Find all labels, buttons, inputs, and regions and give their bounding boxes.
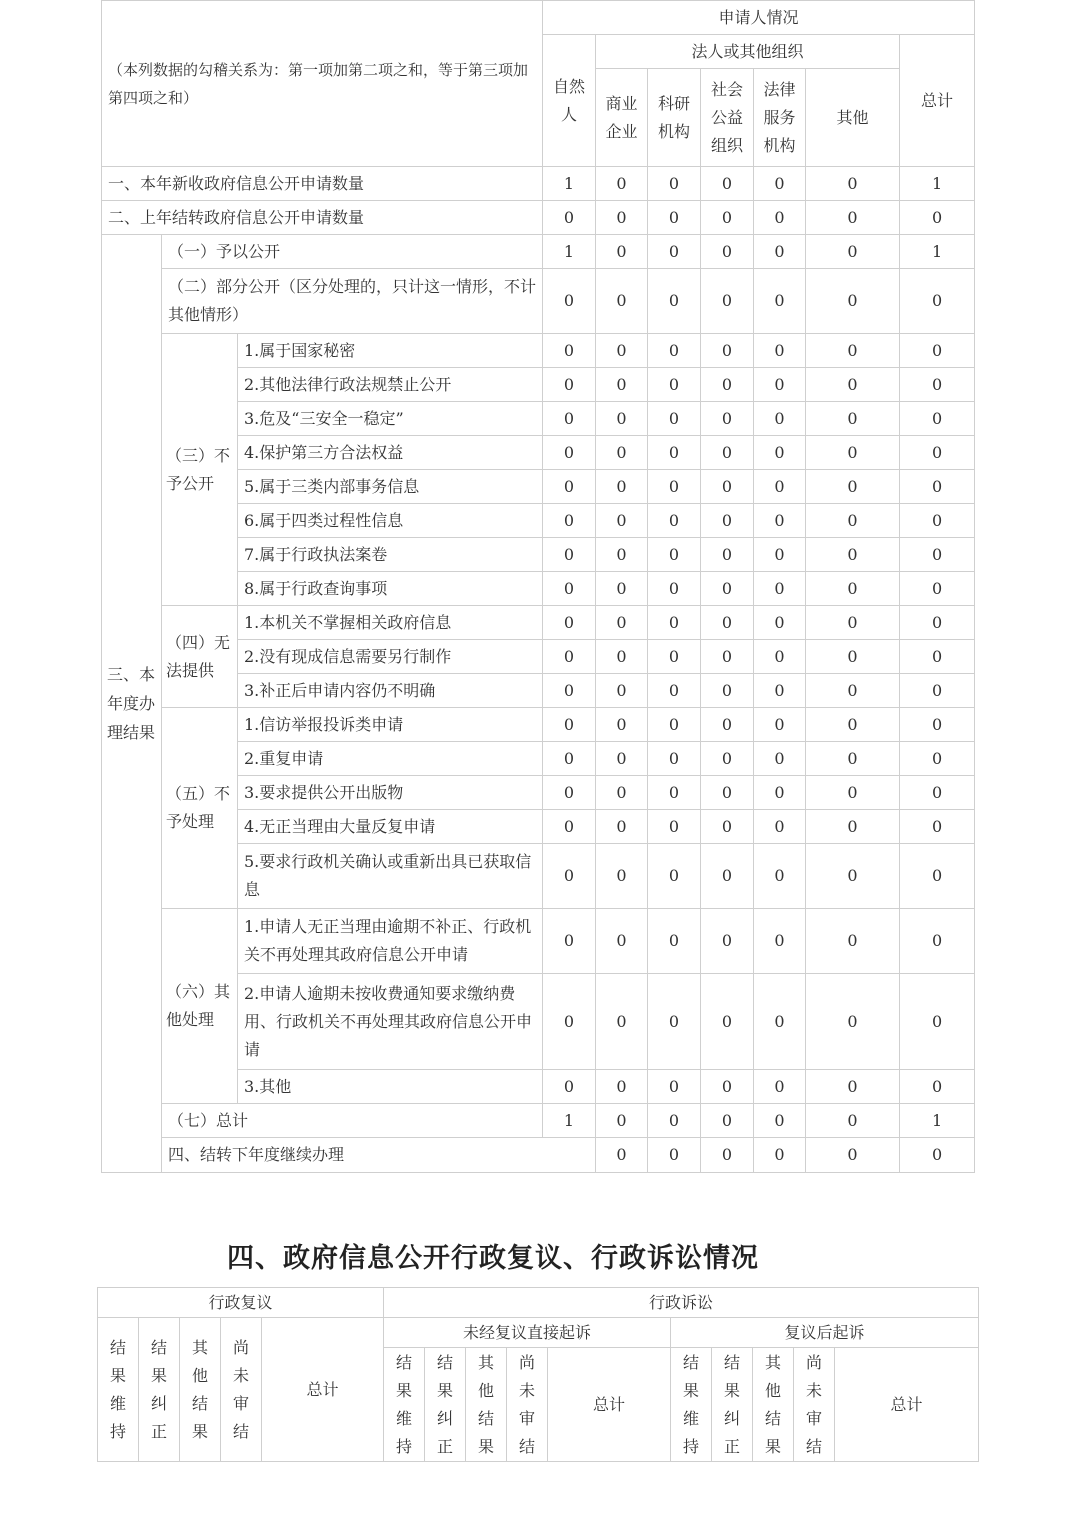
- row-label: 一、本年新收政府信息公开申请数量: [102, 167, 543, 201]
- cell: 0: [701, 368, 754, 402]
- cell: 0: [648, 844, 701, 909]
- cell: 0: [900, 776, 975, 810]
- cell: 0: [596, 1104, 648, 1138]
- cell: 0: [701, 504, 754, 538]
- cell: 0: [596, 844, 648, 909]
- header-applicant: 申请人情况: [543, 1, 975, 35]
- cell: 0: [596, 674, 648, 708]
- review-total: 总计: [262, 1318, 384, 1462]
- cell: 0: [596, 368, 648, 402]
- row-label: 3.补正后申请内容仍不明确: [238, 674, 543, 708]
- cell: 0: [648, 776, 701, 810]
- cell: 0: [900, 368, 975, 402]
- cell: 0: [701, 235, 754, 269]
- cell: 0: [754, 368, 806, 402]
- cell: 0: [543, 640, 596, 674]
- after-maintain: 结果维持: [671, 1348, 712, 1462]
- cell: 0: [701, 538, 754, 572]
- cell: 1: [900, 1104, 975, 1138]
- cell: 0: [900, 572, 975, 606]
- header-social: 社会公益组织: [701, 69, 754, 167]
- cell: 0: [754, 776, 806, 810]
- cell: 0: [900, 742, 975, 776]
- row-label: 2.申请人逾期未按收费通知要求缴纳费用、行政机关不再处理其政府信息公开申请: [238, 974, 543, 1070]
- cell: 0: [648, 368, 701, 402]
- review-pending: 尚未审结: [221, 1318, 262, 1462]
- row-label: 2.其他法律行政法规禁止公开: [238, 368, 543, 402]
- row-label: 1.申请人无正当理由逾期不补正、行政机关不再处理其政府信息公开申请: [238, 909, 543, 974]
- cell: 0: [701, 470, 754, 504]
- cell: 1: [543, 167, 596, 201]
- cell: 0: [648, 402, 701, 436]
- cell: 0: [701, 640, 754, 674]
- cell: 1: [543, 1104, 596, 1138]
- cell: 0: [754, 810, 806, 844]
- cell: 0: [648, 201, 701, 235]
- review-litigation-table: [97, 1287, 979, 1462]
- cell: 0: [754, 504, 806, 538]
- row-label: （一）予以公开: [162, 235, 543, 269]
- cell: 0: [754, 538, 806, 572]
- cell: 0: [806, 504, 900, 538]
- cell: 0: [806, 909, 900, 974]
- cell: 0: [543, 1070, 596, 1104]
- row-label: 1.信访举报投诉类申请: [238, 708, 543, 742]
- cell: 0: [900, 402, 975, 436]
- cell: 0: [754, 708, 806, 742]
- cell: 0: [596, 909, 648, 974]
- cell: 1: [900, 235, 975, 269]
- cell: 0: [806, 201, 900, 235]
- cell: 0: [806, 1070, 900, 1104]
- cell: 0: [900, 640, 975, 674]
- row-label: 二、上年结转政府信息公开申请数量: [102, 201, 543, 235]
- after-total: 总计: [835, 1348, 979, 1462]
- cell: 0: [701, 776, 754, 810]
- cell: 0: [648, 1138, 701, 1173]
- row-label: 1.本机关不掌握相关政府信息: [238, 606, 543, 640]
- header-review: 行政复议: [98, 1288, 384, 1318]
- cell: 0: [596, 974, 648, 1070]
- cell: 0: [648, 167, 701, 201]
- header-note: （本列数据的勾稽关系为：第一项加第二项之和，等于第三项加第四项之和）: [102, 1, 543, 167]
- cell: 0: [900, 674, 975, 708]
- cell: 0: [900, 269, 975, 334]
- cell: 0: [701, 402, 754, 436]
- cell: 0: [806, 1138, 900, 1173]
- header-direct: 未经复议直接起诉: [384, 1318, 671, 1348]
- group3-label: （三）不予公开: [162, 334, 238, 606]
- cell: 0: [596, 235, 648, 269]
- cell: 0: [754, 572, 806, 606]
- cell: 0: [596, 572, 648, 606]
- row-label: 1.属于国家秘密: [238, 334, 543, 368]
- header-after: 复议后起诉: [671, 1318, 979, 1348]
- cell: 0: [596, 708, 648, 742]
- direct-pending: 尚未审结: [507, 1348, 548, 1462]
- table-row: [102, 909, 975, 974]
- cell: 0: [648, 269, 701, 334]
- cell: 0: [754, 1138, 806, 1173]
- section3-label: 三、本年度办理结果: [102, 235, 162, 1173]
- review-correct: 结果纠正: [139, 1318, 180, 1462]
- cell: 0: [806, 538, 900, 572]
- cell: 0: [754, 201, 806, 235]
- cell: 0: [806, 974, 900, 1070]
- cell: 0: [701, 708, 754, 742]
- header-business: 商业企业: [596, 69, 648, 167]
- cell: 0: [596, 269, 648, 334]
- cell: 0: [806, 402, 900, 436]
- row-label: 4.无正当理由大量反复申请: [238, 810, 543, 844]
- cell: 0: [900, 844, 975, 909]
- cell: 1: [543, 235, 596, 269]
- cell: 0: [648, 606, 701, 640]
- cell: 0: [754, 974, 806, 1070]
- cell: 0: [754, 606, 806, 640]
- table-row: [102, 708, 975, 742]
- cell: 0: [900, 470, 975, 504]
- table-row: [102, 1138, 975, 1173]
- cell: 0: [806, 810, 900, 844]
- cell: 0: [900, 504, 975, 538]
- section-title: 四、政府信息公开行政复议、行政诉讼情况: [227, 1243, 759, 1274]
- row-label: 2.没有现成信息需要另行制作: [238, 640, 543, 674]
- header-other: 其他: [806, 69, 900, 167]
- cell: 0: [754, 909, 806, 974]
- cell: 0: [543, 674, 596, 708]
- cell: 0: [543, 606, 596, 640]
- cell: 0: [701, 844, 754, 909]
- row-label: 2.重复申请: [238, 742, 543, 776]
- cell: 0: [596, 606, 648, 640]
- cell: 0: [596, 402, 648, 436]
- cell: 0: [543, 776, 596, 810]
- cell: 0: [806, 368, 900, 402]
- row-label: 3.其他: [238, 1070, 543, 1104]
- cell: 0: [806, 844, 900, 909]
- after-correct: 结果纠正: [712, 1348, 753, 1462]
- cell: 0: [701, 674, 754, 708]
- cell: 0: [648, 572, 701, 606]
- cell: 0: [596, 504, 648, 538]
- cell: 0: [648, 235, 701, 269]
- row-label: 4.保护第三方合法权益: [238, 436, 543, 470]
- after-other: 其他结果: [753, 1348, 794, 1462]
- application-results-table: [101, 0, 975, 1173]
- row-label: 5.属于三类内部事务信息: [238, 470, 543, 504]
- cell: 0: [900, 810, 975, 844]
- header-litigation: 行政诉讼: [384, 1288, 979, 1318]
- cell: 1: [900, 167, 975, 201]
- cell: 0: [648, 810, 701, 844]
- cell: 0: [806, 742, 900, 776]
- cell: 0: [900, 974, 975, 1070]
- table-row: [102, 269, 975, 334]
- cell: 0: [701, 201, 754, 235]
- table-row: [102, 167, 975, 201]
- cell: 0: [900, 708, 975, 742]
- cell: 0: [543, 810, 596, 844]
- cell: 0: [806, 776, 900, 810]
- cell: 0: [754, 640, 806, 674]
- cell: 0: [543, 742, 596, 776]
- cell: 0: [701, 167, 754, 201]
- cell: 0: [701, 1070, 754, 1104]
- after-pending: 尚未审结: [794, 1348, 835, 1462]
- cell: 0: [754, 167, 806, 201]
- cell: 0: [596, 742, 648, 776]
- row-label: 3.要求提供公开出版物: [238, 776, 543, 810]
- cell: 0: [701, 436, 754, 470]
- direct-correct: 结果纠正: [425, 1348, 466, 1462]
- cell: 0: [543, 974, 596, 1070]
- cell: 0: [900, 1138, 975, 1173]
- table-row: [102, 334, 975, 368]
- cell: 0: [806, 470, 900, 504]
- review-maintain: 结果维持: [98, 1318, 139, 1462]
- cell: 0: [596, 436, 648, 470]
- cell: 0: [900, 606, 975, 640]
- cell: 0: [648, 708, 701, 742]
- row-label: 6.属于四类过程性信息: [238, 504, 543, 538]
- cell: 0: [648, 538, 701, 572]
- cell: 0: [806, 269, 900, 334]
- header-org: 法人或其他组织: [596, 35, 900, 69]
- cell: 0: [543, 402, 596, 436]
- cell: 0: [543, 572, 596, 606]
- cell: 0: [701, 909, 754, 974]
- header-total: 总计: [900, 35, 975, 167]
- cell: 0: [648, 674, 701, 708]
- cell: 0: [754, 269, 806, 334]
- row-label: 8.属于行政查询事项: [238, 572, 543, 606]
- cell: 0: [806, 235, 900, 269]
- cell: 0: [648, 640, 701, 674]
- cell: 0: [806, 674, 900, 708]
- group4-label: （四）无法提供: [162, 606, 238, 708]
- cell: 0: [648, 742, 701, 776]
- row-label: 四、结转下年度继续办理: [162, 1138, 596, 1173]
- cell: 0: [900, 538, 975, 572]
- cell: 0: [596, 538, 648, 572]
- cell: 0: [900, 909, 975, 974]
- cell: 0: [701, 334, 754, 368]
- cell: 0: [806, 606, 900, 640]
- cell: 0: [648, 1104, 701, 1138]
- cell: 0: [543, 909, 596, 974]
- cell: 0: [754, 470, 806, 504]
- header-natural-person: 自然人: [543, 35, 596, 167]
- cell: 0: [806, 640, 900, 674]
- header-legal: 法律服务机构: [754, 69, 806, 167]
- cell: 0: [900, 201, 975, 235]
- cell: 0: [806, 1104, 900, 1138]
- cell: 0: [754, 1070, 806, 1104]
- cell: 0: [543, 201, 596, 235]
- cell: 0: [648, 504, 701, 538]
- cell: 0: [596, 1138, 648, 1173]
- row-label: 7.属于行政执法案卷: [238, 538, 543, 572]
- cell: 0: [806, 167, 900, 201]
- table-row: [102, 235, 975, 269]
- cell: 0: [596, 776, 648, 810]
- cell: 0: [596, 167, 648, 201]
- cell: 0: [543, 368, 596, 402]
- cell: 0: [596, 640, 648, 674]
- row-label: （二）部分公开（区分处理的，只计这一情形，不计其他情形）: [162, 269, 543, 334]
- cell: 0: [648, 470, 701, 504]
- table-row: [102, 606, 975, 640]
- cell: 0: [701, 1104, 754, 1138]
- direct-maintain: 结果维持: [384, 1348, 425, 1462]
- review-other: 其他结果: [180, 1318, 221, 1462]
- cell: 0: [701, 572, 754, 606]
- cell: 0: [754, 742, 806, 776]
- cell: 0: [806, 334, 900, 368]
- cell: 0: [806, 708, 900, 742]
- cell: 0: [543, 538, 596, 572]
- cell: 0: [754, 1104, 806, 1138]
- cell: 0: [754, 674, 806, 708]
- cell: 0: [701, 974, 754, 1070]
- cell: 0: [806, 572, 900, 606]
- header-research: 科研机构: [648, 69, 701, 167]
- cell: 0: [596, 1070, 648, 1104]
- cell: 0: [754, 844, 806, 909]
- cell: 0: [754, 334, 806, 368]
- cell: 0: [596, 201, 648, 235]
- cell: 0: [648, 909, 701, 974]
- cell: 0: [543, 504, 596, 538]
- cell: 0: [754, 235, 806, 269]
- cell: 0: [648, 1070, 701, 1104]
- cell: 0: [543, 436, 596, 470]
- cell: 0: [900, 334, 975, 368]
- cell: 0: [543, 470, 596, 504]
- row-label: 3.危及“三安全一稳定”: [238, 402, 543, 436]
- cell: 0: [543, 334, 596, 368]
- cell: 0: [900, 436, 975, 470]
- cell: 0: [543, 269, 596, 334]
- cell: 0: [648, 334, 701, 368]
- table-row: [102, 201, 975, 235]
- cell: 0: [701, 810, 754, 844]
- group5-label: （五）不予处理: [162, 708, 238, 909]
- cell: 0: [648, 436, 701, 470]
- cell: 0: [701, 742, 754, 776]
- cell: 0: [754, 402, 806, 436]
- cell: 0: [543, 844, 596, 909]
- row-label: 5.要求行政机关确认或重新出具已获取信息: [238, 844, 543, 909]
- direct-other: 其他结果: [466, 1348, 507, 1462]
- cell: 0: [701, 269, 754, 334]
- cell: 0: [701, 1138, 754, 1173]
- row-label: （七）总计: [162, 1104, 543, 1138]
- cell: 0: [543, 708, 596, 742]
- cell: 0: [701, 606, 754, 640]
- cell: 0: [596, 470, 648, 504]
- cell: 0: [648, 974, 701, 1070]
- direct-total: 总计: [548, 1348, 671, 1462]
- cell: 0: [900, 1070, 975, 1104]
- cell: 0: [806, 436, 900, 470]
- cell: 0: [596, 334, 648, 368]
- cell: 0: [754, 436, 806, 470]
- cell: 0: [596, 810, 648, 844]
- group6-label: （六）其他处理: [162, 909, 238, 1104]
- table-row: [102, 1104, 975, 1138]
